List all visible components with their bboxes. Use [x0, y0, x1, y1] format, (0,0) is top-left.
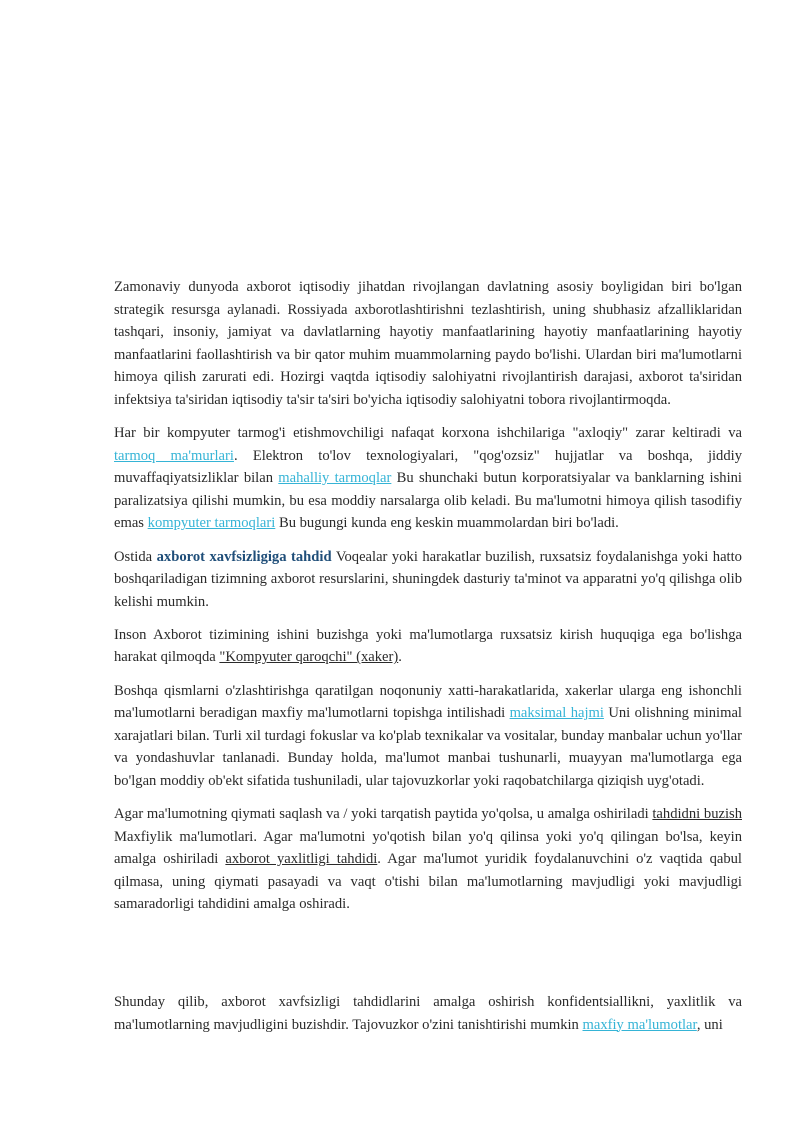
link-breach-threat[interactable]: tahdidni buzish — [652, 805, 742, 822]
paragraph-text: . — [398, 649, 402, 666]
link-max-volume[interactable]: maksimal hajmi — [509, 705, 604, 722]
paragraph-3 — [114, 546, 742, 614]
link-hacker[interactable]: "Kompyuter qaroqchi" (xaker) — [219, 649, 399, 666]
paragraph-text: Agar ma'lumotning qiymati saqlash va / yoki tarqatish paytida yo'qolsa, u amalga oshiriladi — [114, 805, 653, 822]
link-integrity-threat[interactable]: axborot yaxlitligi tahdidi — [225, 851, 378, 868]
paragraph-7 — [114, 991, 742, 1036]
paragraph-6 — [114, 803, 742, 916]
paragraph-4 — [114, 624, 742, 669]
document-body — [114, 276, 742, 1047]
paragraph-text: Shunday qilib, axborot xavfsizligi tahdidlarini amalga oshirish konfidentsiallikni, yaxlitlik va ma'lumotlarning mavjudligini buzishdir. Tajovuzkor o'zini tanishtirishi mumkin — [114, 993, 742, 1033]
paragraph-text: Maxfiylik ma'lumotlari. Agar ma'lumotni yo'qotish bilan yo'q qilinsa yoki yo'q qilingan bo'lsa, keyin amalga oshiriladi — [114, 828, 742, 868]
paragraph-text: Ostida — [114, 548, 157, 565]
link-confidential-data[interactable]: maxfiy ma'lumotlar — [582, 1016, 697, 1033]
link-local-networks[interactable]: mahalliy tarmoqlar — [278, 470, 392, 487]
link-computer-networks[interactable]: kompyuter tarmoqlari — [147, 515, 276, 532]
link-security-threat[interactable]: axborot xavfsizligiga tahdid — [156, 548, 332, 565]
paragraph-text: Voqealar yoki harakatlar buzilish, ruxsatsiz foydalanishga yoki hatto boshqariladigan tizimning axborot resurslarini, shuningdek dasturiy ta'minot va apparatni yo'q qilishga olib kelishi mumkin. — [114, 548, 742, 610]
paragraph-text: Bu shunchaki butun korporatsiyalar va banklarning ishini paralizatsiya qilishi mumkin, bu esa moddiy narsalarga olib keladi. Bu ma'lumotni himoya qilish tasodifiy emas — [114, 470, 742, 532]
paragraph-2 — [114, 422, 742, 535]
paragraph-text: Har bir kompyuter tarmog'i etishmovchiligi nafaqat korxona ishchilariga "axloqiy" zarar keltiradi va — [114, 425, 742, 442]
paragraph-text: , uni — [696, 1016, 723, 1033]
paragraph-5 — [114, 680, 742, 793]
paragraph-text: . Elektron to'lov texnologiyalari, "qog'ozsiz" hujjatlar va boshqa, jiddiy muvaffaqiyatsizliklar bilan — [114, 447, 742, 487]
paragraph-text: Boshqa qismlarni o'zlashtirishga qaratilgan noqonuniy xatti-harakatlarida, xakerlar ularga eng ishonchli ma'lumotlarni beradigan maxfiy ma'lumotlarni topishga intilishadi — [114, 682, 742, 722]
paragraph-text: Inson Axborot tizimining ishini buzishga yoki ma'lumotlarga ruxsatsiz kirish huquqiga ega bo'lishga harakat qilmoqda — [114, 626, 742, 666]
paragraph-text: Uni olishning minimal xarajatlari bilan. Turli xil turdagi fokuslar va ko'plab texnikalar va vositalar, bunday manbalar uchun yo'llar va yondashuvlar tanlanadi. Bunday holda, ma'lumot manbai tushunarli, muayyan ma'lumotlarga ega bo'lgan moddiy ob'ekt sifatida tushuniladi, ular tajovuzkorlar yoki raqobatchilarga qiziqish uyg'otadi. — [114, 705, 742, 789]
paragraph-text: Bu bugungi kunda eng keskin muammolardan biri bo'ladi. — [275, 515, 619, 532]
link-network-admins[interactable]: tarmoq ma'murlari — [114, 447, 234, 464]
paragraph-text: . Agar ma'lumot yuridik foydalanuvchini o'z vaqtida qabul qilmasa, uning qiymati pasayadi va vaqt o'tishi bilan ma'lumotlarning mavjudligi yoki mavjudligi samaradorligi tahdidini amalga oshiradi. — [114, 851, 742, 913]
paragraph-1: Zamonaviy dunyoda axborot iqtisodiy jihatdan rivojlangan davlatning asosiy boyligidan biri bo'lgan strategik resursga aylanadi. Rossiyada axborotlashtirishni tezlashtirish, uning shubhasiz afzalliklaridan tashqari, insoniy, jamiyat va davlatlarning hayotiy manfaatlarining hayotiy manfaatlarining hayotiy manfaatlarini faollashtirish va bir qator muhim muammolarning paydo bo'lishi. Ulardan biri ma'lumotlarni himoya qilish zarurati edi. Hozirgi vaqtda iqtisodiy salohiyatni rivojlantirish darajasi, axborot ta'siridan infektsiya ta'siridan iqtisodiy ta'sir ta'siri bo'yicha iqtisodiy salohiyatni tobora rivojlantirmoqda. — [114, 279, 742, 408]
